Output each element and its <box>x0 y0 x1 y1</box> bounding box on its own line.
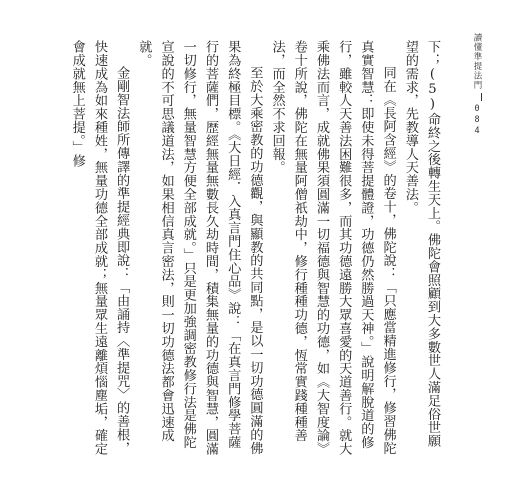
header-divider <box>481 93 482 101</box>
book-title: 讀懂準提法門 <box>472 33 482 90</box>
page-number: 084 <box>472 104 482 137</box>
body-text <box>69 40 443 458</box>
paragraph: 同在《長阿含經》的卷十，佛陀說：「只應當精進修行，修習佛陀真實智慧：即使未得菩提體證，功德仍然勝過天神。」說明解脫道的修行，雖較人天善法困難很多，而其功德遠勝大眾喜愛的天道善行。就大乘佛法而言，成就佛果須圓滿一切福德與智慧的功德，如《大智度論》卷十所說，佛陀在無量阿僧祇劫中，修行種種功德，恆常實踐種種善法，而全然不求回報。 <box>269 40 396 456</box>
paragraph: 下；(5)命終之後轉生天上。佛陀會照顧到大多數世人滿足俗世願望的需求，先教導人天善法。 <box>402 40 440 448</box>
running-header <box>472 33 482 137</box>
paragraph: 至於大乘密教的功德觀，與顯教的共同點，是以一切功德圓滿的佛果為終極目標。《大日經．入真言門住心品》說：「在真言門修學菩薩行的菩薩們，歷經無量無數長久劫時間，積集無量的功德與智慧，圓滿一切修行，無量智慧方便全部成就。」只是更加強調密教修行法是佛陀宣說的不可思議道法，如果相信真言密法，則一切功德法都會迅速成就。 <box>136 40 263 456</box>
paragraph: 金剛智法師所傳譯的準提經典即說：「由誦持〈準提咒〉的善根，快速成為如來種姓，無量功德全部成就；無量眾生遠離煩惱塵垢，確定會成就無上菩提。」修 <box>69 40 130 456</box>
